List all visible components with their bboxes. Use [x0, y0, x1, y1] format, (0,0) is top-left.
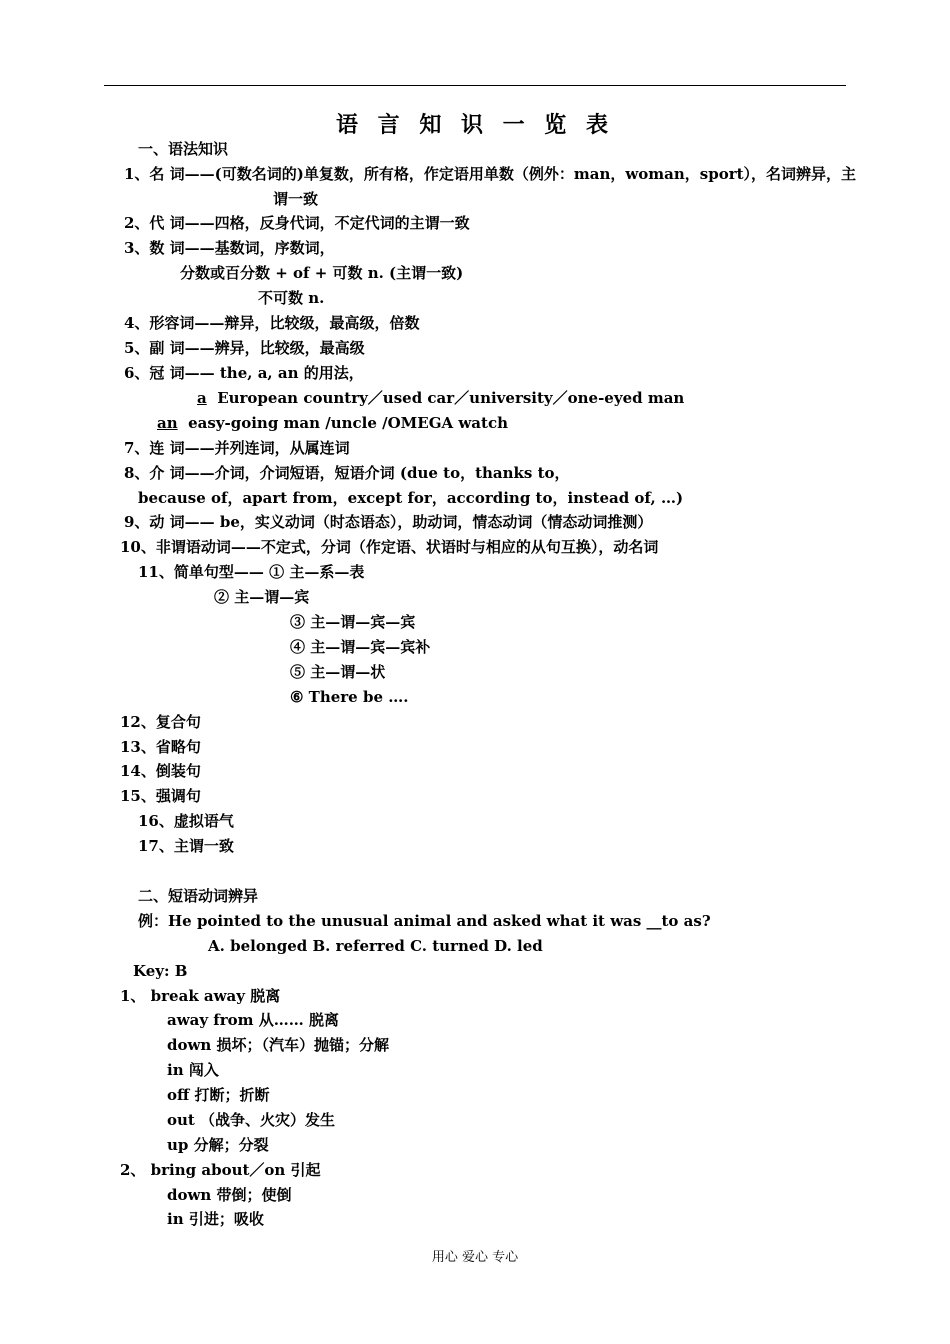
section-heading-phrasal: 二、短语动词辨异 [138, 887, 259, 905]
grammar-item-3-a: 分数或百分数 + of + 可数 n. (主谓一致) [180, 264, 464, 282]
grammar-item-6-a [197, 386, 684, 410]
grammar-item-1: 1、名 词——(可数名词的)单复数，所有格，作定语用单数（例外：man，woman，sport），名词辨异，主 [124, 165, 857, 183]
grammar-item-8-cont: because of，apart from，except for，according to，instead of, …) [138, 489, 684, 507]
phrasal-item-1: 1、 break away 脱离 [120, 987, 281, 1005]
grammar-item-3-b: 不可数 n. [258, 289, 325, 307]
grammar-item-16: 16、虚拟语气 [138, 812, 234, 830]
section-heading-grammar: 一、语法知识 [138, 140, 229, 158]
grammar-item-4: 4、形容词——辩异，比较级，最高级，倍数 [124, 314, 420, 332]
grammar-item-7: 7、连 词——并列连词，从属连词 [124, 439, 350, 457]
grammar-item-15: 15、强调句 [120, 787, 201, 805]
phrasal-item-2-b: in 引进；吸收 [167, 1210, 264, 1228]
phrasal-item-2: 2、 bring about／on 引起 [120, 1161, 321, 1179]
article-a-examples: European country／used car／university／one-eyed man [217, 389, 685, 407]
sentence-pattern-6: ⑥ There be …. [290, 688, 409, 706]
phrasal-item-1-e: out （战争、火灾）发生 [167, 1111, 336, 1129]
grammar-item-1-cont: 谓一致 [273, 190, 319, 208]
sentence-pattern-5: ⑤ 主—谓—状 [290, 663, 386, 681]
header-rule [104, 85, 846, 86]
grammar-item-5: 5、副 词——辨异，比较级，最高级 [124, 339, 365, 357]
grammar-item-14: 14、倒装句 [120, 762, 201, 780]
grammar-item-3: 3、数 词——基数词，序数词， [124, 239, 335, 257]
article-an: an [157, 414, 178, 432]
page-title: 语 言 知 识 一 览 表 [336, 112, 614, 138]
phrasal-item-1-c: in 闯入 [167, 1061, 219, 1079]
grammar-item-2: 2、代 词——四格，反身代词，不定代词的主谓一致 [124, 214, 470, 232]
phrasal-item-2-a: down 带倒；使倒 [167, 1186, 292, 1204]
article-a: a [197, 389, 207, 407]
page-footer: 用心 爱心 专心 [431, 1250, 519, 1265]
grammar-item-6-b [157, 411, 508, 435]
grammar-item-17: 17、主谓一致 [138, 837, 234, 855]
example-question: 例：He pointed to the unusual animal and asked what it was __to as? [138, 912, 711, 930]
grammar-item-13: 13、省略句 [120, 738, 201, 756]
phrasal-item-1-a: away from 从…… 脱离 [167, 1011, 339, 1029]
example-options: A. belonged B. referred C. turned D. led [208, 937, 543, 955]
grammar-item-10: 10、非谓语动词——不定式，分词（作定语、状语时与相应的从句互换），动名词 [120, 538, 659, 556]
example-key: Key: B [133, 962, 188, 980]
phrasal-item-1-d: off 打断；折断 [167, 1086, 270, 1104]
grammar-item-8: 8、介 词——介词，介词短语，短语介词 (due to，thanks to， [124, 464, 570, 482]
grammar-item-9: 9、动 词—— be，实义动词（时态语态），助动词，情态动词（情态动词推测） [124, 513, 653, 531]
grammar-item-11: 11、简单句型—— ① 主—系—表 [138, 563, 365, 581]
article-an-examples: easy-going man /uncle /OMEGA watch [188, 414, 508, 432]
sentence-pattern-3: ③ 主—谓—宾—宾 [290, 613, 416, 631]
sentence-pattern-4: ④ 主—谓—宾—宾补 [290, 638, 431, 656]
phrasal-item-1-f: up 分解；分裂 [167, 1136, 269, 1154]
sentence-pattern-2: ② 主—谓—宾 [214, 588, 310, 606]
grammar-item-6: 6、冠 词—— the, a, an 的用法， [124, 364, 364, 382]
phrasal-item-1-b: down 损坏；（汽车）抛锚；分解 [167, 1036, 390, 1054]
grammar-item-12: 12、复合句 [120, 713, 201, 731]
